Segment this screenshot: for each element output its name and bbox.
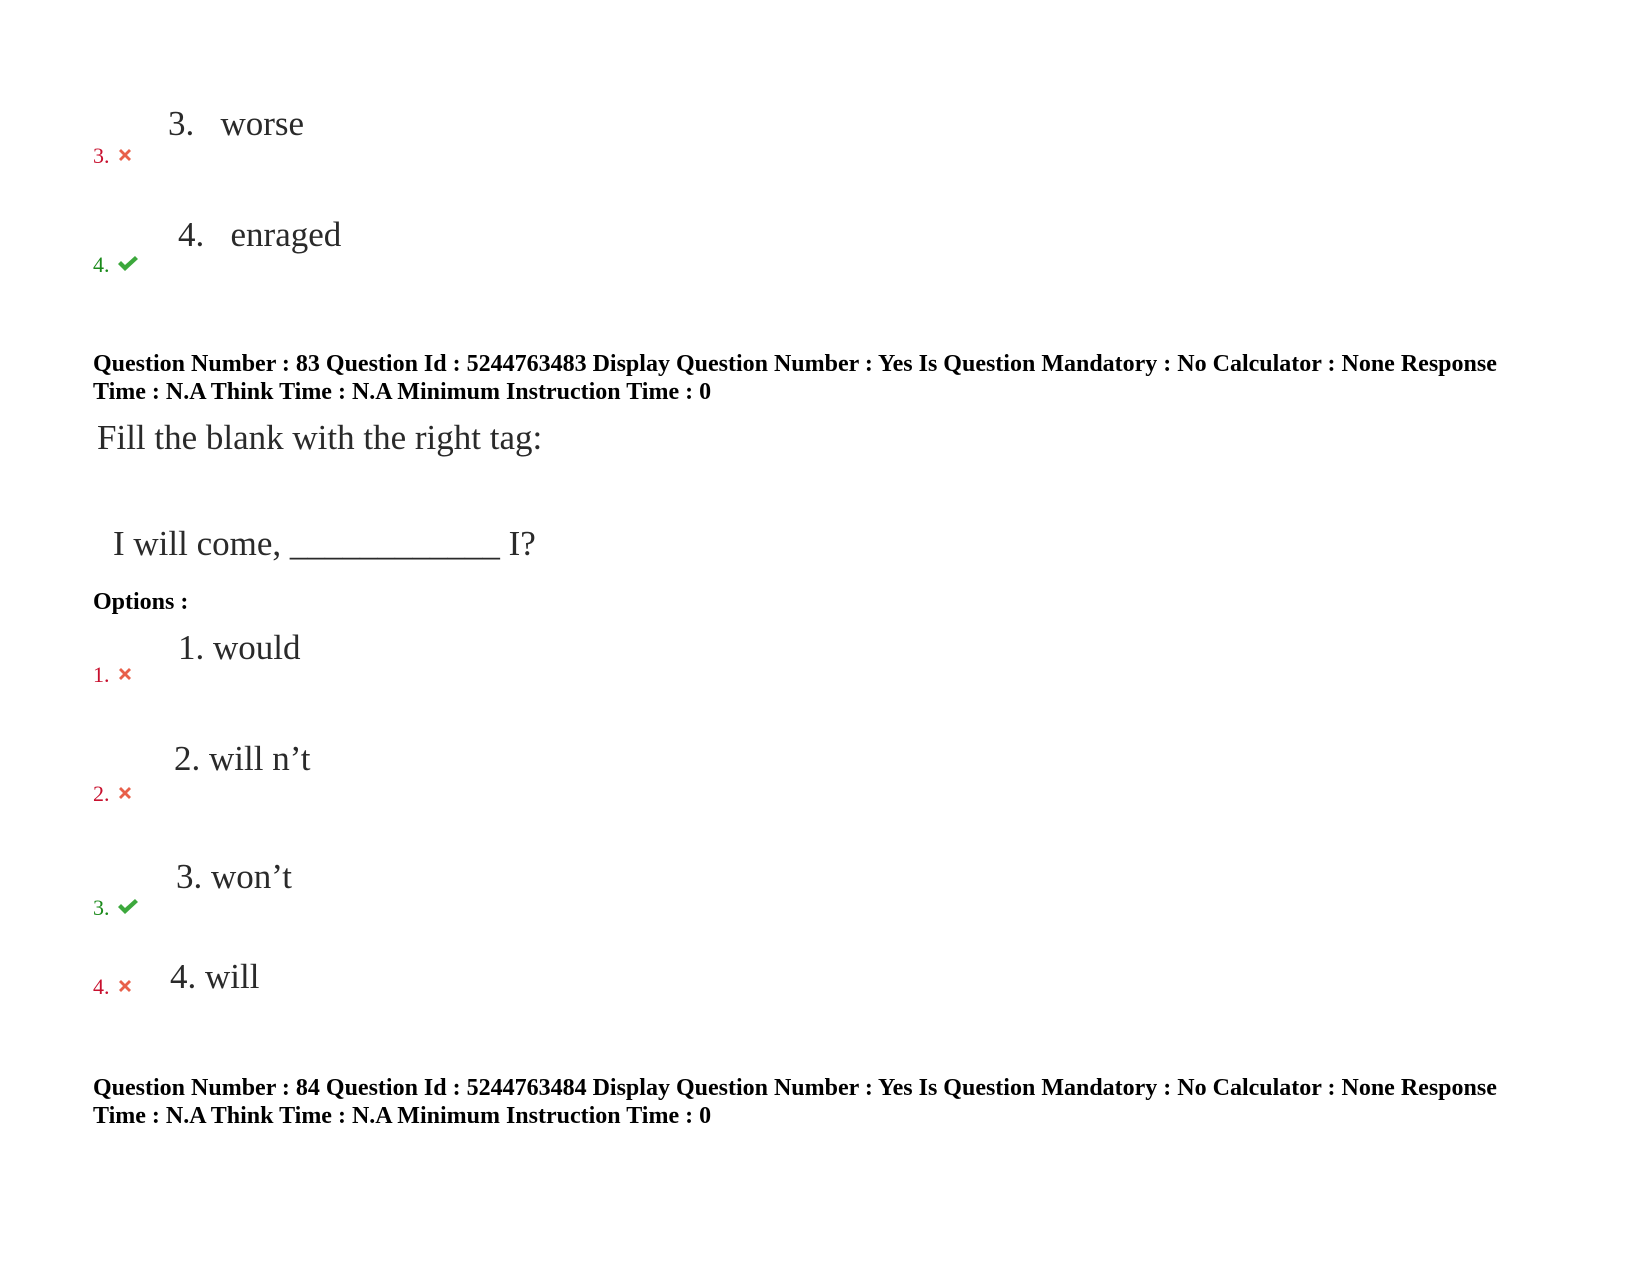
option-marker [93,976,134,998]
check-icon [116,898,140,916]
option-number: 2. [93,781,110,806]
check-icon [116,255,140,273]
option-text: 4. enraged [178,215,342,254]
option-text: 1. would [178,628,301,667]
options-label: Options : [93,589,189,615]
option-number: 4. [93,974,110,999]
option-number: 4. [93,252,110,277]
option-marker [93,897,140,919]
question-meta [93,1074,1593,1130]
question-meta [93,350,1593,406]
question-meta-line1: Question Number : 83 Question Id : 5244763483 Display Question Number : Yes Is Question Mandatory : No Calculator : None Response [93,351,1497,377]
question-prompt: Fill the blank with the right tag: [97,418,543,457]
option-text: 3. won’t [176,857,293,896]
cross-icon [116,784,134,802]
question-meta-line2: Time : N.A Think Time : N.A Minimum Instruction Time : 0 [93,1103,712,1129]
option-number: 1. [93,662,110,687]
option-marker [93,254,140,276]
option-marker [93,664,134,686]
option-marker [93,783,134,805]
question-meta-line1: Question Number : 84 Question Id : 5244763484 Display Question Number : Yes Is Question Mandatory : No Calculator : None Response [93,1075,1497,1101]
option-number: 3. [93,895,110,920]
cross-icon [116,977,134,995]
option-number: 3. [93,143,110,168]
option-text: 3. worse [168,104,305,143]
option-marker [93,145,134,167]
option-text: 2. will n’t [174,739,311,778]
question-meta-line2: Time : N.A Think Time : N.A Minimum Instruction Time : 0 [93,379,712,405]
option-text: 4. will [170,957,260,996]
question-sentence: I will come, ____________ I? [113,524,536,563]
cross-icon [116,146,134,164]
cross-icon [116,665,134,683]
